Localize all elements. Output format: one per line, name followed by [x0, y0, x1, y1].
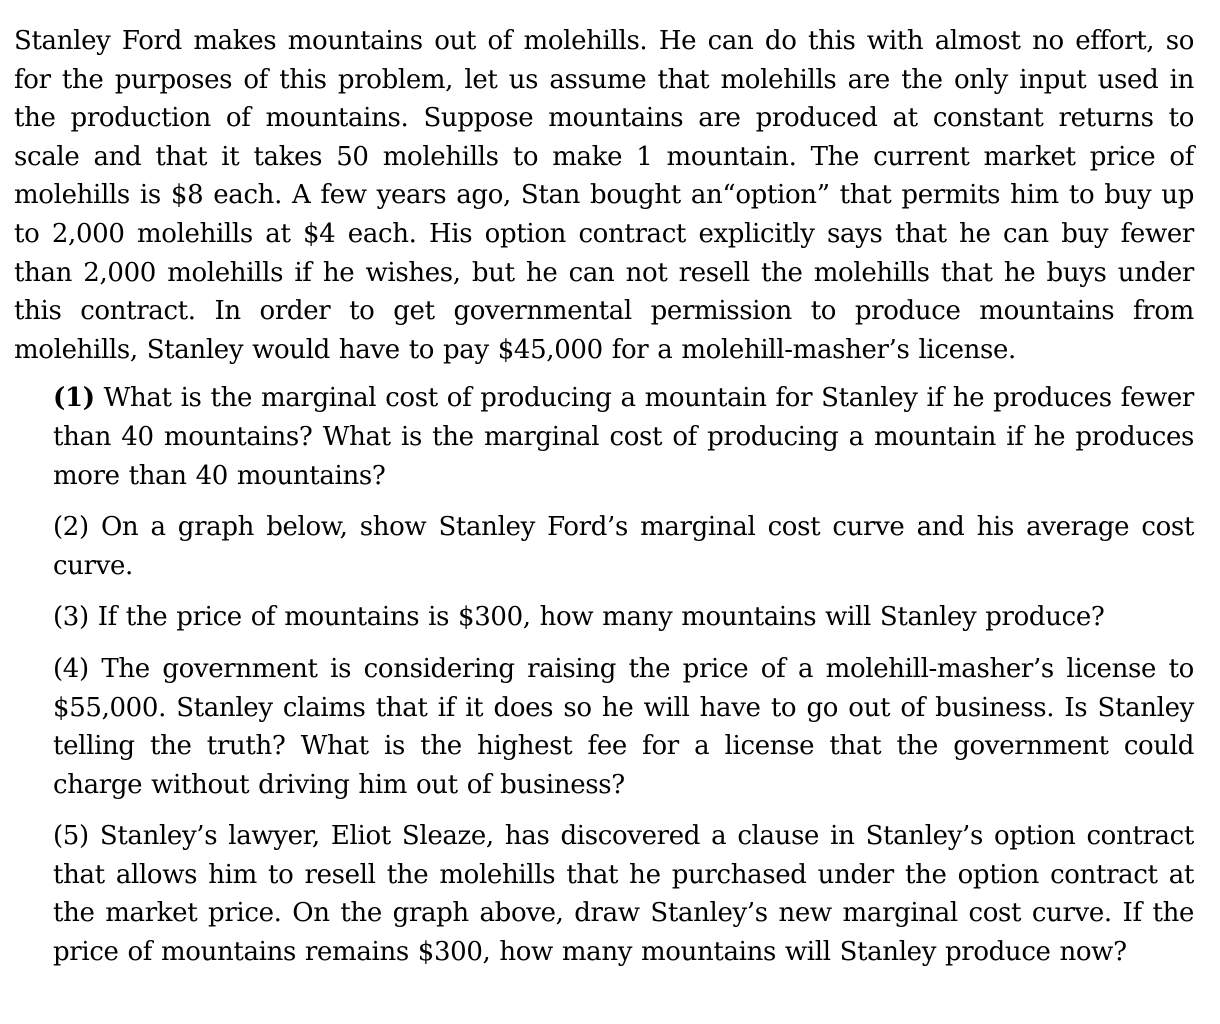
question-3 [53, 598, 1194, 637]
question-text: The government is considering raising the price of a molehill-masher’s license to $55,000. Stanley claims that if it does so he will have to go out of business. Is Stanley telling the truth? What is the highest fee for a license that the government could charge without driving him out of business? [53, 653, 1194, 800]
question-list [14, 379, 1194, 971]
question-text: What is the marginal cost of producing a mountain for Stanley if he produces fewer than 40 mountains? What is the marginal cost of producing a mountain if he produces more than 40 mountains? [53, 383, 1194, 491]
question-text: On a graph below, show Stanley Ford’s marginal cost curve and his average cost curve. [53, 512, 1194, 581]
question-number: (4) [53, 653, 89, 684]
question-5 [53, 817, 1194, 971]
question-number: (2) [53, 512, 89, 543]
question-4 [53, 650, 1194, 804]
question-1 [53, 379, 1194, 495]
question-2 [53, 508, 1194, 585]
question-number: (3) [53, 602, 89, 633]
question-number: (5) [53, 821, 89, 852]
problem-statement: Stanley Ford makes mountains out of molehills. He can do this with almost no effort, so for the purposes of this problem, let us assume that molehills are the only input used in the production of mountains. Suppose mountains are produced at constant returns to scale and that it takes 50 molehills to make 1 mountain. The current market price of molehills is $8 each. A few years ago, Stan bought an“option” that permits him to buy up to 2,000 molehills at $4 each. His option contract explicitly says that he can buy fewer than 2,000 molehills if he wishes, but he can not resell the molehills that he buys under this contract. In order to get governmental permission to produce mountains from molehills, Stanley would have to pay $45,000 for a molehill-masher’s license. [14, 26, 1194, 365]
question-text: Stanley’s lawyer, Eliot Sleaze, has discovered a clause in Stanley’s option contract that allows him to resell the molehills that he purchased under the option contract at the market price. On the graph above, draw Stanley’s new marginal cost curve. If the price of mountains remains $300, how many mountains will Stanley produce now? [53, 821, 1194, 968]
document-page [14, 22, 1194, 985]
question-number: (1) [53, 383, 95, 414]
question-text: If the price of mountains is $300, how many mountains will Stanley produce? [97, 602, 1105, 633]
